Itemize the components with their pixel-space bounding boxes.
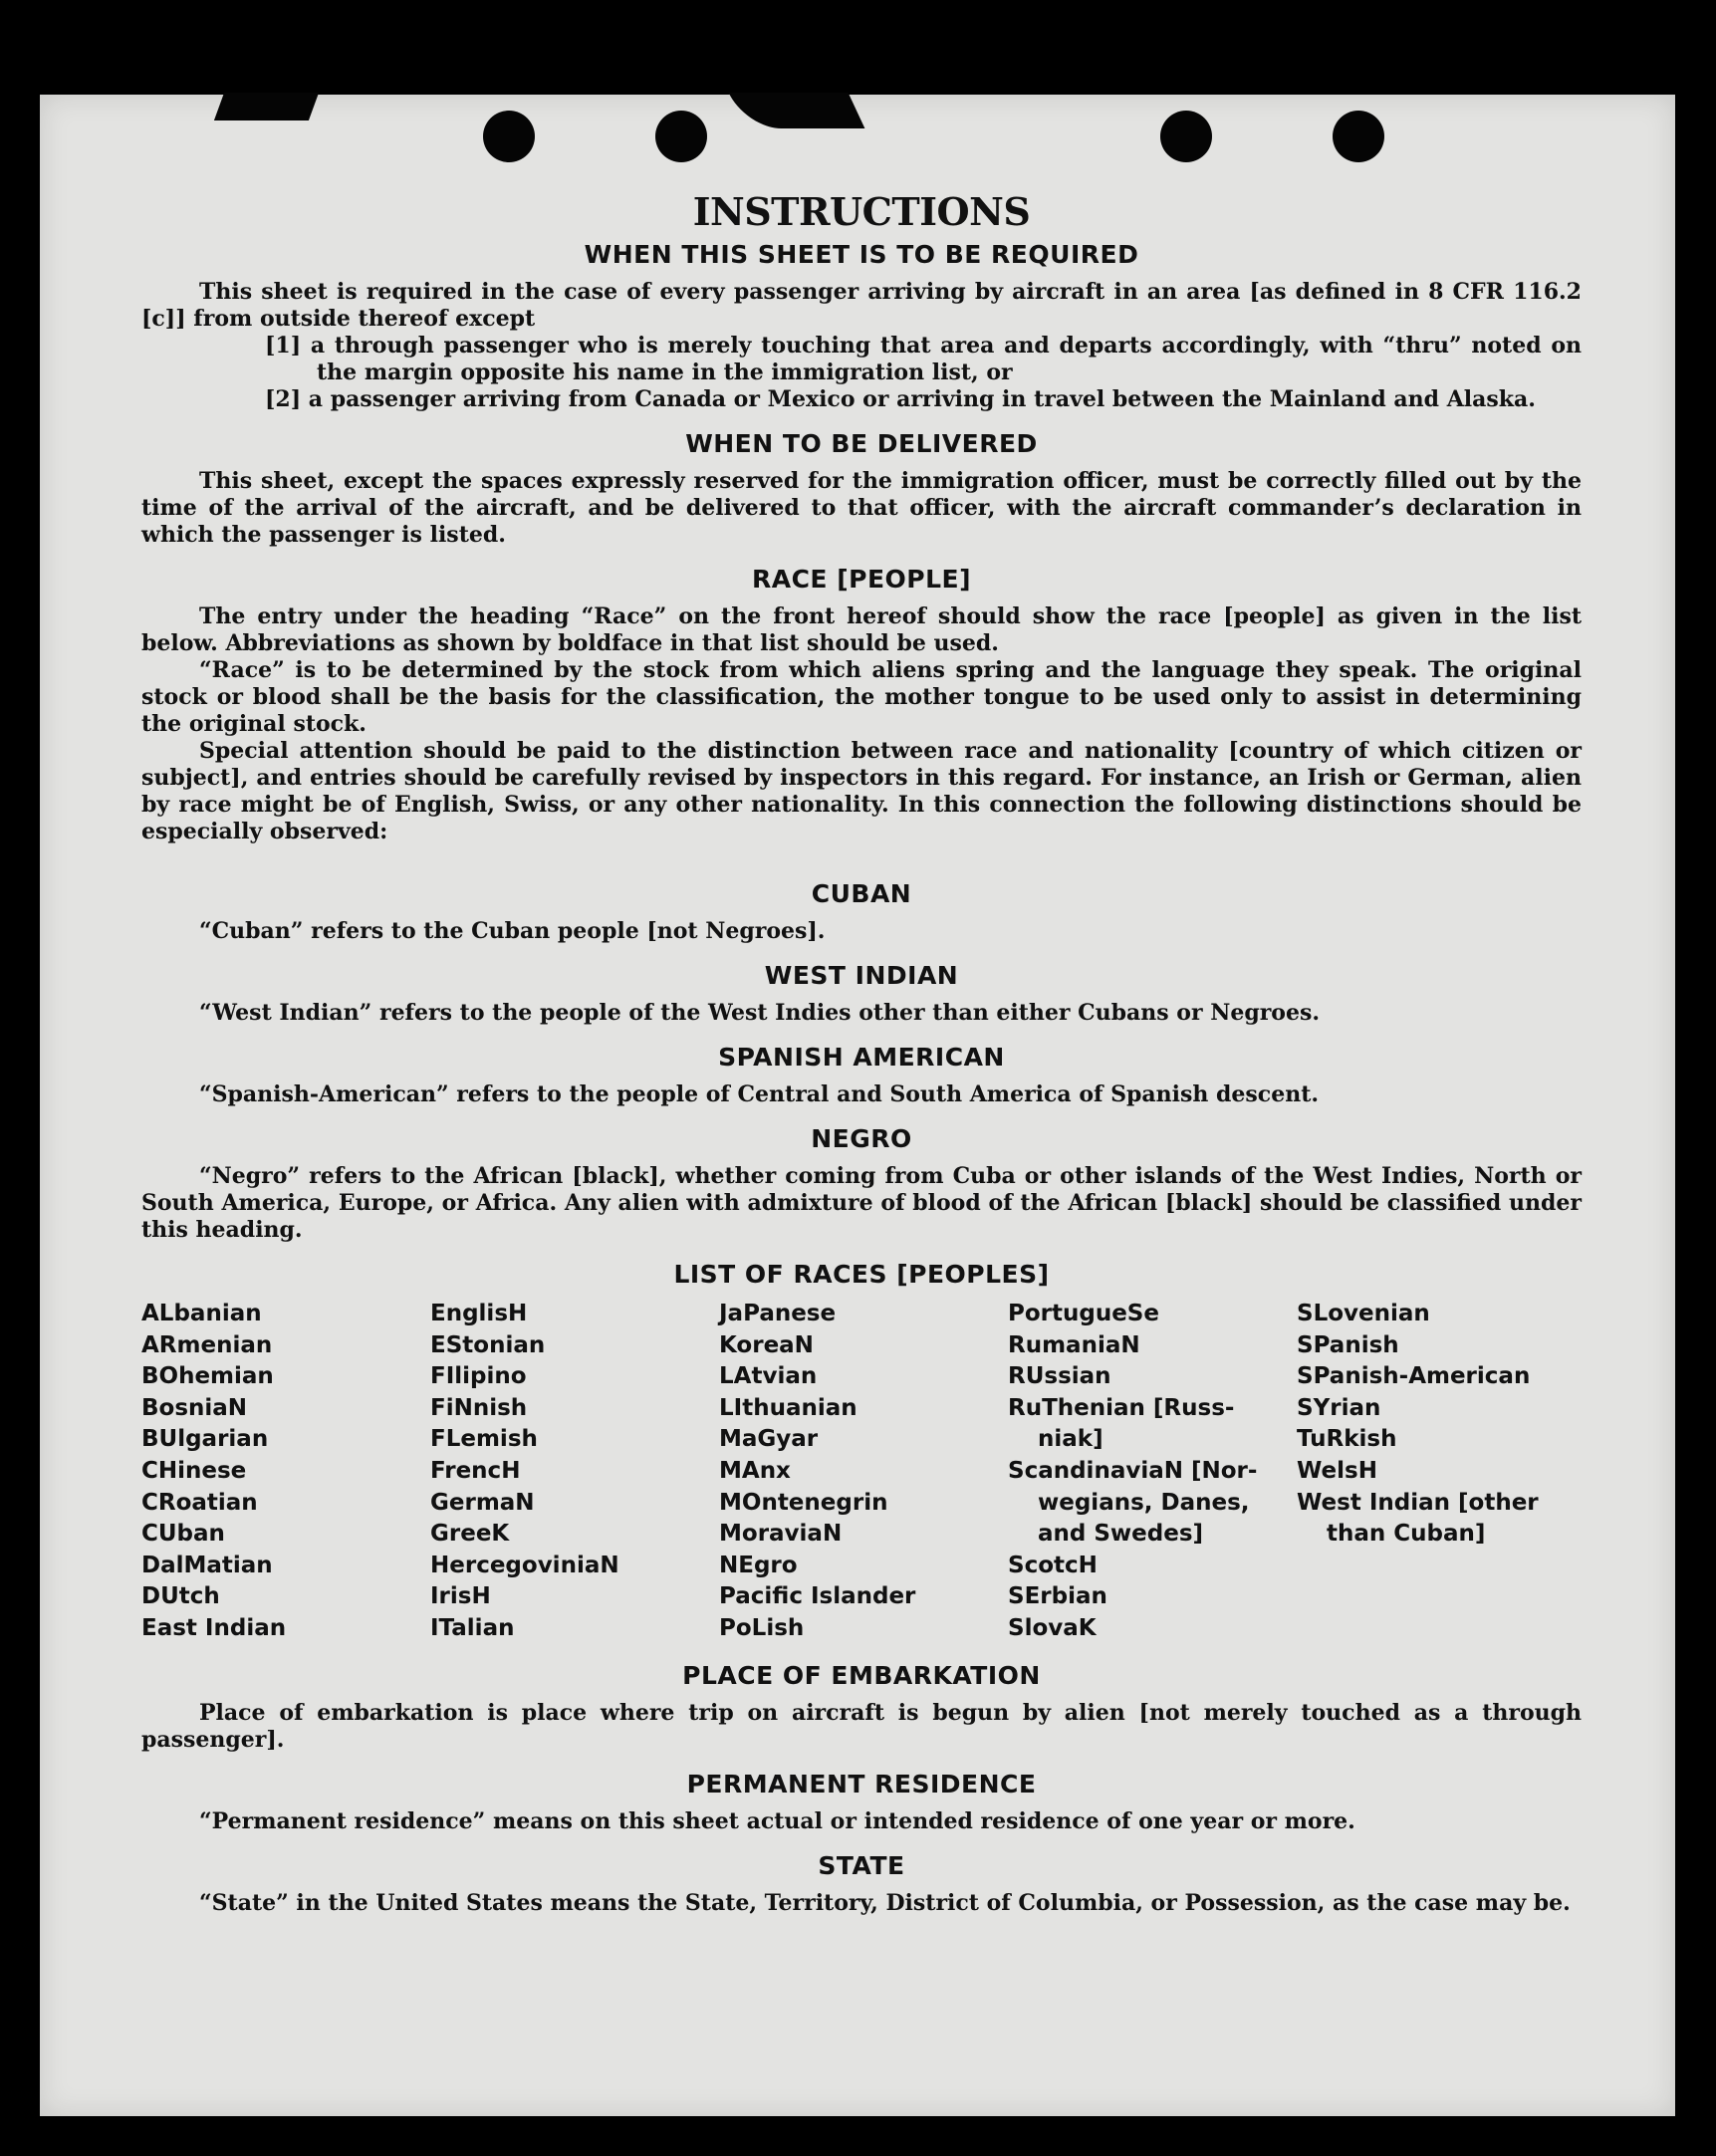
race-entry: CHinese [141,1457,247,1484]
race-entry: RumaniaN [1008,1331,1140,1358]
race-entry: DUtch [141,1583,220,1610]
paragraph: This sheet, except the spaces expressly reserved for the immigration officer, must be correctly filled out by the time of the arrival of the aircraft, and be delivered to that officer, with the aircraft commander’s declaration in which the passenger is listed. [141,468,1582,548]
race-entry: PortugueSe [1008,1301,1159,1326]
paragraph: “State” in the United States means the State, Territory, District of Columbia, or Possession, as the case may be. [199,1889,1571,1916]
torn-edge [214,93,319,120]
punch-hole [1160,111,1212,162]
paragraph: “Spanish-American” refers to the people of Central and South America of Spanish descent. [199,1081,1320,1107]
race-entry: FIlipino [430,1363,527,1390]
race-entry: BUlgarian [141,1426,269,1453]
race-entry: SLovenian [1297,1301,1430,1326]
race-entry: EStonian [430,1331,546,1358]
race-entry: EnglisH [430,1301,528,1326]
race-entry: PoLish [719,1614,805,1641]
race-entry: BosniaN [141,1394,248,1421]
section-heading: WHEN THIS SHEET IS TO BE REQUIRED [584,240,1139,269]
paragraph: Special attention should be paid to the distinction between race and nationality [country of which citizen or subject], and entries should be carefully revised by inspectors in this regard. For instance, an Irish or German, alien by race might be of English, Swiss, or any other nationality. In this connection the following distinctions should be especially observed: [141,738,1582,844]
torn-edge [729,93,865,128]
paragraph: “Race” is to be determined by the stock from which aliens spring and the language they speak. The original stock or blood shall be the basis for the classification, the mother tongue to be used only to assist in determining the original stock. [141,657,1582,737]
race-entry: SErbian [1008,1583,1107,1610]
race-entry: LIthuanian [719,1394,858,1421]
race-entry: SPanish-American [1297,1363,1531,1390]
race-entry: TuRkish [1297,1426,1397,1453]
race-column [1297,1299,1586,1645]
paragraph: “Cuban” refers to the Cuban people [not Negroes]. [199,918,826,944]
section-heading: WEST INDIAN [764,961,959,990]
race-entry: and Swedes] [1038,1521,1204,1548]
race-entry: West Indian [other [1297,1489,1539,1516]
section-heading: LIST OF RACES [PEOPLES] [673,1260,1050,1289]
race-entry: GermaN [430,1489,535,1516]
race-entry: MAnx [719,1457,791,1484]
race-column [719,1299,1008,1645]
race-entry: SlovaK [1008,1614,1097,1641]
race-entry: MOntenegrin [719,1489,888,1516]
race-entry: DalMatian [141,1552,273,1578]
race-entry: GreeK [430,1521,510,1548]
section-heading: RACE [PEOPLE] [751,565,972,594]
race-entry: BOhemian [141,1363,274,1390]
race-entry: SYrian [1297,1394,1381,1421]
race-entry: ALbanian [141,1301,262,1326]
race-entry: MoraviaN [719,1521,843,1548]
section-heading: CUBAN [811,879,912,908]
race-entry: CUban [141,1521,225,1548]
race-entry: ScotcH [1008,1552,1098,1578]
race-list [141,1299,1582,1645]
punch-hole [1333,111,1384,162]
race-entry: HercegoviniaN [430,1552,619,1578]
race-column [430,1299,719,1645]
race-entry: FrencH [430,1457,521,1484]
race-entry: niak] [1038,1426,1103,1453]
punch-hole [483,111,535,162]
race-entry: than Cuban] [1327,1521,1486,1548]
race-entry: FiNnish [430,1394,528,1421]
race-entry: ITalian [430,1614,515,1641]
race-entry: wegians, Danes, [1038,1489,1250,1516]
race-column [1008,1299,1297,1645]
race-entry: Pacific Islander [719,1583,916,1610]
paragraph: “Permanent residence” means on this sheet actual or intended residence of one year or more. [199,1807,1355,1834]
instructions-content [141,189,1582,1917]
race-entry: CRoatian [141,1489,258,1516]
section-heading: WHEN TO BE DELIVERED [685,429,1038,458]
list-item: [1] a through passenger who is merely touching that area and departs accordingly, with “thru” noted on the margin opposite his name in the immigration list, or [265,333,1582,385]
race-entry: LAtvian [719,1363,818,1390]
race-entry: RuThenian [Russ- [1008,1394,1235,1421]
race-entry: East Indian [141,1614,287,1641]
section-heading: PERMANENT RESIDENCE [686,1769,1037,1798]
section-heading: SPANISH AMERICAN [718,1043,1005,1072]
race-entry: SPanish [1297,1331,1399,1358]
paragraph: Place of embarkation is place where trip on aircraft is begun by alien [not merely touched as a through passenger]. [141,1699,1582,1753]
race-entry: NEgro [719,1552,798,1578]
race-entry: ScandinaviaN [Nor- [1008,1457,1258,1484]
race-entry: KoreaN [719,1331,814,1358]
race-entry: ARmenian [141,1331,273,1358]
race-entry: MaGyar [719,1426,819,1453]
section-heading: PLACE OF EMBARKATION [682,1660,1041,1690]
race-entry: RUssian [1008,1363,1111,1390]
race-entry: IrisH [430,1583,491,1610]
page-title: INSTRUCTIONS [692,189,1031,234]
list-item: [2] a passenger arriving from Canada or Mexico or arriving in travel between the Mainland and Alaska. [265,386,1536,412]
punch-hole [655,111,707,162]
paragraph: The entry under the heading “Race” on the front hereof should show the race [people] as given in the list below. Abbreviations as shown by boldface in that list should be used. [141,603,1582,656]
race-entry: WelsH [1297,1457,1377,1484]
paragraph: This sheet is required in the case of every passenger arriving by aircraft in an area [as defined in 8 CFR 116.2 [c]] from outside thereof except [141,279,1582,332]
race-column [141,1299,430,1645]
race-entry: JaPanese [719,1301,837,1326]
paragraph: “West Indian” refers to the people of the West Indies other than either Cubans or Negroes. [199,1000,1321,1026]
race-entry: FLemish [430,1426,538,1453]
paragraph: “Negro” refers to the African [black], whether coming from Cuba or other islands of the West Indies, North or South America, Europe, or Africa. Any alien with admixture of blood of the African [black] should be classified under this heading. [141,1163,1582,1243]
section-heading: STATE [818,1850,905,1880]
section-heading: NEGRO [811,1124,912,1153]
